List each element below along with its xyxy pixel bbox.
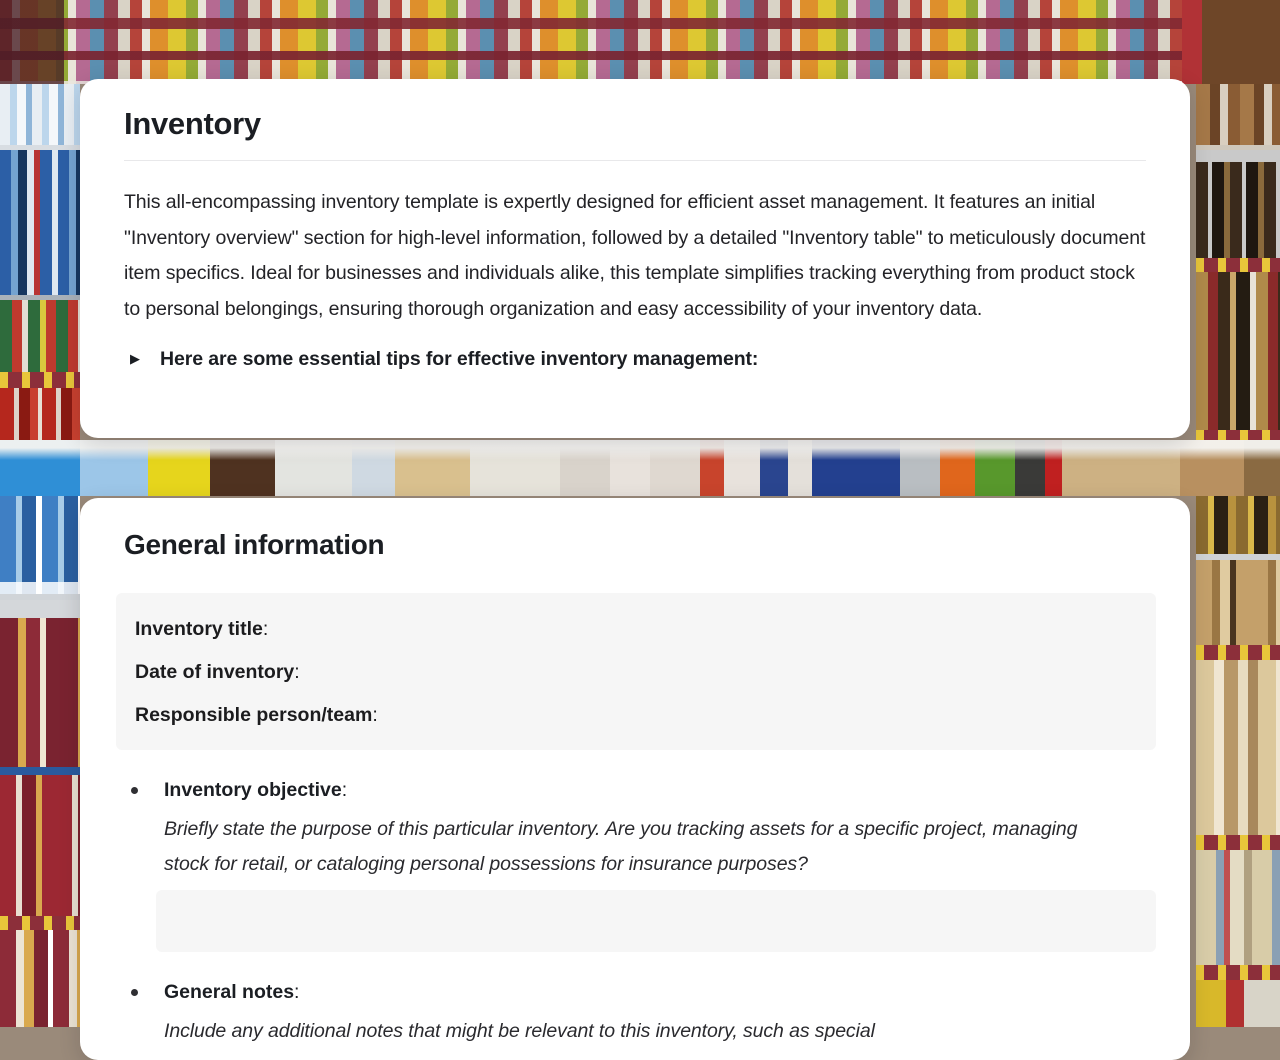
general-information-card bbox=[80, 498, 1190, 1060]
page-title: Inventory bbox=[124, 106, 261, 141]
bullet-item-notes bbox=[124, 978, 1146, 1049]
objective-label: Inventory objective bbox=[164, 779, 342, 801]
bullet-dot-icon bbox=[131, 989, 138, 996]
tips-toggle[interactable] bbox=[124, 346, 1146, 372]
field-row-responsible-person[interactable] bbox=[135, 693, 1136, 736]
shelf-segment bbox=[1196, 272, 1280, 445]
shelf-middle-band bbox=[0, 440, 1280, 496]
shelf-right-column bbox=[1196, 84, 1280, 1027]
field-colon: : bbox=[294, 660, 300, 683]
field-label: Date of inventory bbox=[135, 660, 295, 683]
field-row-date-of-inventory[interactable] bbox=[135, 650, 1136, 693]
objective-input[interactable] bbox=[156, 890, 1156, 952]
card-divider bbox=[124, 160, 1146, 161]
shelf-segment bbox=[0, 84, 80, 150]
shelf-segment bbox=[1196, 84, 1280, 150]
shelf-segment bbox=[1196, 660, 1280, 850]
field-colon: : bbox=[262, 617, 269, 640]
shelf-left-column bbox=[0, 84, 80, 1027]
objective-heading bbox=[164, 776, 1146, 804]
shelf-segment bbox=[0, 600, 80, 618]
section-title: General information bbox=[124, 529, 385, 560]
shelf-segment bbox=[0, 618, 80, 775]
shelf-segment bbox=[1196, 850, 1280, 980]
shelf-segment bbox=[0, 300, 80, 388]
toggle-triangle-icon: ▶ bbox=[130, 351, 140, 366]
shelf-segment bbox=[0, 388, 80, 440]
bullet-item-objective bbox=[124, 776, 1146, 952]
notes-colon: : bbox=[294, 981, 300, 1003]
notes-label: General notes bbox=[164, 981, 295, 1003]
template-description: This all-encompassing inventory template is expertly designed for efficient asset management. It features an initial "Inventory overview" section for high-level information, followed by a detailed "Inventory table" to meticulously document item specifics. Ideal for businesses and individuals alike, this template simplifies tracking everything from product stock to personal belongings, ensuring thorough organization and easy accessibility of your inventory data. bbox=[124, 191, 1146, 320]
field-label: Responsible person/team bbox=[135, 703, 373, 726]
fields-callout bbox=[116, 593, 1156, 750]
field-colon: : bbox=[372, 703, 378, 726]
shelf-segment bbox=[0, 775, 80, 930]
objective-hint: Briefly state the purpose of this particular inventory. Are you tracking assets for a specific project, managing stock for retail, or cataloging personal possessions for insurance purposes? bbox=[164, 818, 1078, 875]
inventory-overview-card bbox=[80, 79, 1190, 438]
field-row-inventory-title[interactable] bbox=[135, 607, 1136, 650]
notes-heading bbox=[164, 978, 1146, 1006]
shelf-segment bbox=[0, 930, 80, 1027]
shelf-segment bbox=[1196, 980, 1280, 1027]
bullet-dot-icon bbox=[131, 787, 138, 794]
shelf-segment bbox=[1196, 150, 1280, 272]
tips-toggle-label: Here are some essential tips for effective inventory management: bbox=[160, 348, 759, 370]
objective-colon: : bbox=[341, 779, 348, 801]
field-label: Inventory title bbox=[135, 617, 263, 640]
notes-hint: Include any additional notes that might be relevant to this inventory, such as special bbox=[164, 1020, 875, 1042]
shelf-segment bbox=[1196, 560, 1280, 660]
shelf-top-band bbox=[0, 0, 1280, 84]
shelf-segment bbox=[0, 150, 80, 300]
